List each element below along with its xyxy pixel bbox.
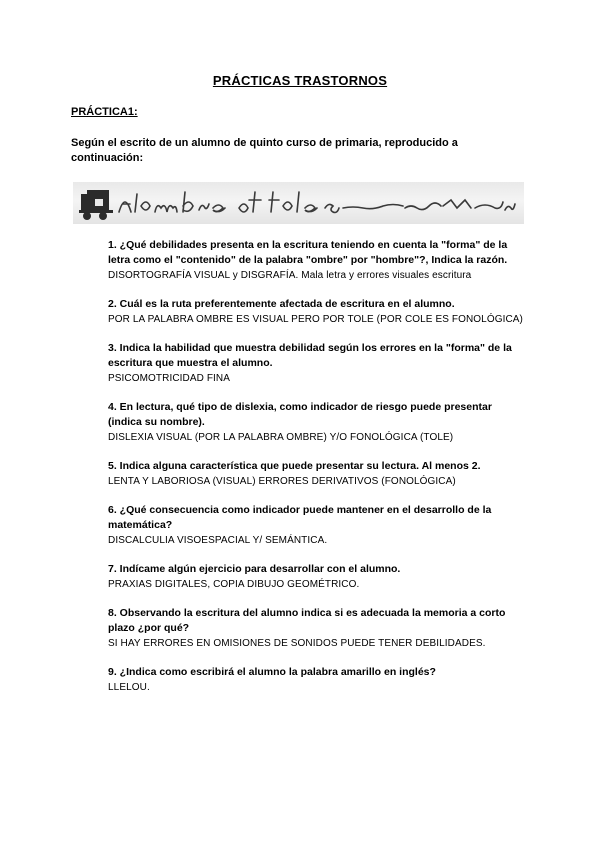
question-item — [108, 400, 528, 445]
intro-paragraph: Según el escrito de un alumno de quinto curso de primaria, reproducido a continuación: — [71, 137, 458, 164]
question-text: 9. ¿Indica como escribirá el alumno la palabra amarillo en inglés? — [108, 666, 436, 678]
question-text: 1. ¿Qué debilidades presenta en la escritura teniendo en cuenta la "forma" de la letra como el "contenido" de la palabra "ombre" por "hombre"?, Indica la razón. — [108, 239, 508, 266]
answer-text: DISORTOGRAFÍA VISUAL y DISGRAFÍA. Mala letra y errores visuales escritura — [108, 270, 472, 281]
question-text: 2. Cuál es la ruta preferentemente afectada de escritura en el alumno. — [108, 298, 455, 310]
question-item — [108, 503, 528, 548]
question-item — [108, 341, 528, 386]
answer-text: POR LA PALABRA OMBRE ES VISUAL PERO POR TOLE (POR COLE ES FONOLÓGICA) — [108, 314, 523, 325]
answer-text: LLELOU. — [108, 682, 150, 693]
handwriting-sample-image — [73, 182, 524, 224]
question-item — [108, 665, 528, 695]
question-text: 5. Indica alguna característica que puede presentar su lectura. Al menos 2. — [108, 460, 481, 472]
answer-text: LENTA Y LABORIOSA (VISUAL) ERRORES DERIVATIVOS (FONOLÓGICA) — [108, 476, 456, 487]
question-text: 7. Indícame algún ejercicio para desarrollar con el alumno. — [108, 563, 401, 575]
question-text: 6. ¿Qué consecuencia como indicador puede mantener en el desarrollo de la matemática? — [108, 504, 492, 531]
train-drawing-icon — [79, 190, 113, 220]
answer-text: PRAXIAS DIGITALES, COPIA DIBUJO GEOMÉTRICO. — [108, 579, 360, 590]
page-title: PRÁCTICAS TRASTORNOS — [212, 73, 388, 88]
handwriting-sample-drawing — [73, 182, 524, 224]
answer-text: PSICOMOTRICIDAD FINA — [108, 373, 231, 384]
question-item — [108, 459, 528, 489]
questions-list — [108, 238, 528, 709]
question-item — [108, 606, 528, 651]
answer-text: SI HAY ERRORES EN OMISIONES DE SONIDOS PUEDE TENER DEBILIDADES. — [108, 638, 486, 649]
question-text: 4. En lectura, qué tipo de dislexia, como indicador de riesgo puede presentar (indica su nombre). — [108, 401, 492, 428]
answer-text: DISLEXIA VISUAL (POR LA PALABRA OMBRE) Y/O FONOLÓGICA (TOLE) — [108, 432, 454, 443]
question-item — [108, 297, 528, 327]
question-text: 8. Observando la escritura del alumno indica si es adecuada la memoria a corto plazo ¿por qué? — [108, 607, 506, 634]
section-heading: PRÁCTICA1: — [71, 106, 138, 118]
question-text: 3. Indica la habilidad que muestra debilidad según los errores en la "forma" de la escritura que muestra el alumno. — [108, 342, 512, 369]
answer-text: DISCALCULIA VISOESPACIAL Y/ SEMÁNTICA. — [108, 535, 328, 546]
handwritten-text-strokes — [119, 192, 515, 213]
question-item — [108, 238, 528, 283]
question-item — [108, 562, 528, 592]
